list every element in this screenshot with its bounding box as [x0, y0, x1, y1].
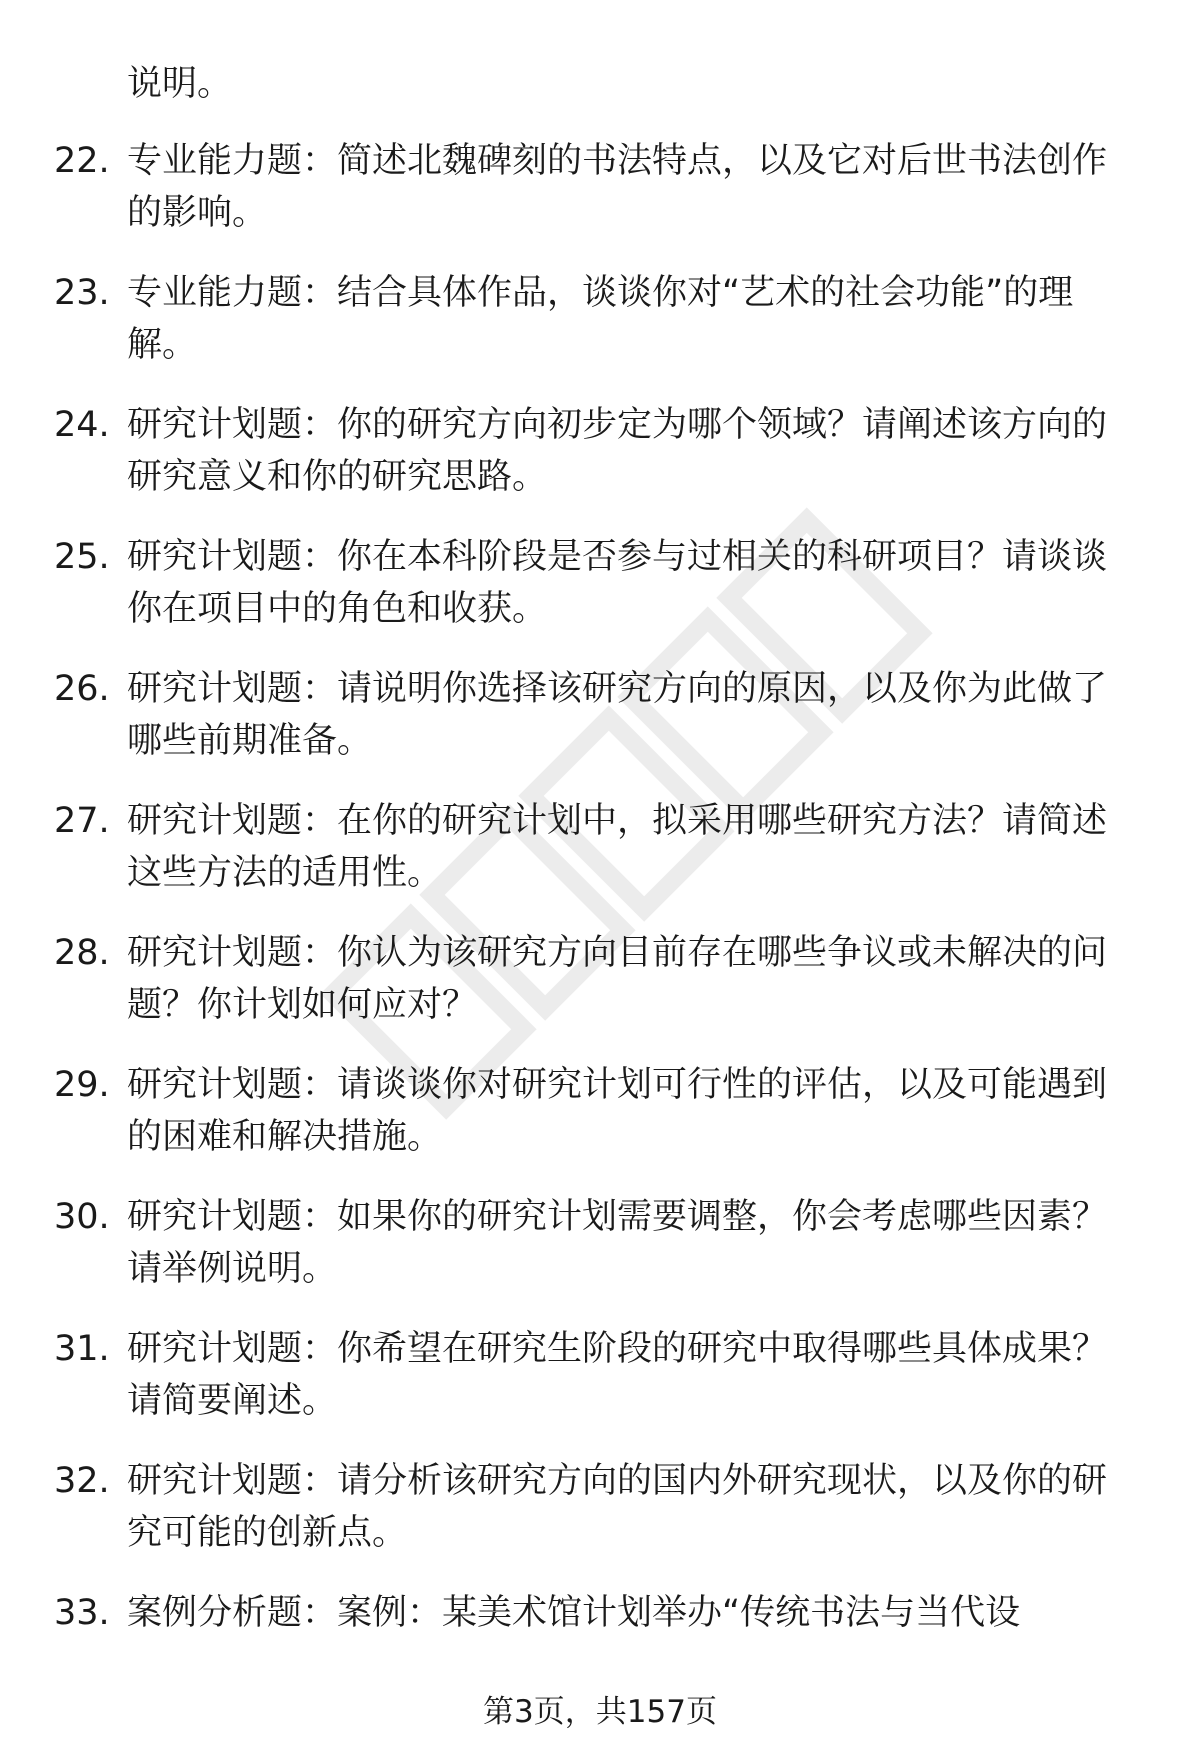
page-footer: 第3页，共157页: [483, 1694, 717, 1730]
list-item: [0, 531, 1200, 663]
question-list: [0, 135, 1200, 1719]
item-number: 29.: [54, 1065, 110, 1105]
item-text: 研究计划题：请说明你选择该研究方向的原因，以及你为此做了哪些前期准备。: [127, 669, 1108, 761]
item-text: 研究计划题：你希望在研究生阶段的研究中取得哪些具体成果？请简要阐述。: [127, 1329, 1108, 1421]
item-text: 研究计划题：请谈谈你对研究计划可行性的评估，以及可能遇到的困难和解决措施。: [127, 1065, 1108, 1157]
item-number: 28.: [54, 933, 110, 973]
item-number: 22.: [54, 141, 110, 181]
item-text: 专业能力题：结合具体作品，谈谈你对“艺术的社会功能”的理解。: [127, 273, 1074, 365]
continued-text: 说明。: [127, 64, 233, 104]
list-item: [0, 1323, 1200, 1455]
item-text: 研究计划题：如果你的研究计划需要调整，你会考虑哪些因素？请举例说明。: [127, 1197, 1108, 1289]
item-number: 27.: [54, 801, 110, 841]
list-item: [0, 1455, 1200, 1587]
item-text: 研究计划题：你在本科阶段是否参与过相关的科研项目？请谈谈你在项目中的角色和收获。: [127, 537, 1108, 629]
item-text: 研究计划题：你的研究方向初步定为哪个领域？请阐述该方向的研究意义和你的研究思路。: [127, 405, 1108, 497]
item-text: 研究计划题：你认为该研究方向目前存在哪些争议或未解决的问题？你计划如何应对？: [127, 933, 1108, 1025]
list-item: [0, 1059, 1200, 1191]
item-number: 23.: [54, 273, 110, 313]
item-number: 25.: [54, 537, 110, 577]
item-number: 30.: [54, 1197, 110, 1237]
list-item: [0, 795, 1200, 927]
list-item: [0, 663, 1200, 795]
item-number: 26.: [54, 669, 110, 709]
item-text: 研究计划题：在你的研究计划中，拟采用哪些研究方法？请简述这些方法的适用性。: [127, 801, 1108, 893]
item-number: 31.: [54, 1329, 110, 1369]
list-item: [0, 1191, 1200, 1323]
item-number: 33.: [54, 1593, 110, 1633]
list-item: [0, 399, 1200, 531]
item-text: 案例分析题：案例：某美术馆计划举办“传统书法与当代设: [127, 1593, 1021, 1633]
list-item: [0, 135, 1200, 267]
item-text: 专业能力题：简述北魏碑刻的书法特点，以及它对后世书法创作的影响。: [127, 141, 1108, 233]
item-text: 研究计划题：请分析该研究方向的国内外研究现状，以及你的研究可能的创新点。: [127, 1461, 1108, 1553]
list-item: [0, 267, 1200, 399]
item-number: 24.: [54, 405, 110, 445]
item-number: 32.: [54, 1461, 110, 1501]
list-item: [0, 927, 1200, 1059]
